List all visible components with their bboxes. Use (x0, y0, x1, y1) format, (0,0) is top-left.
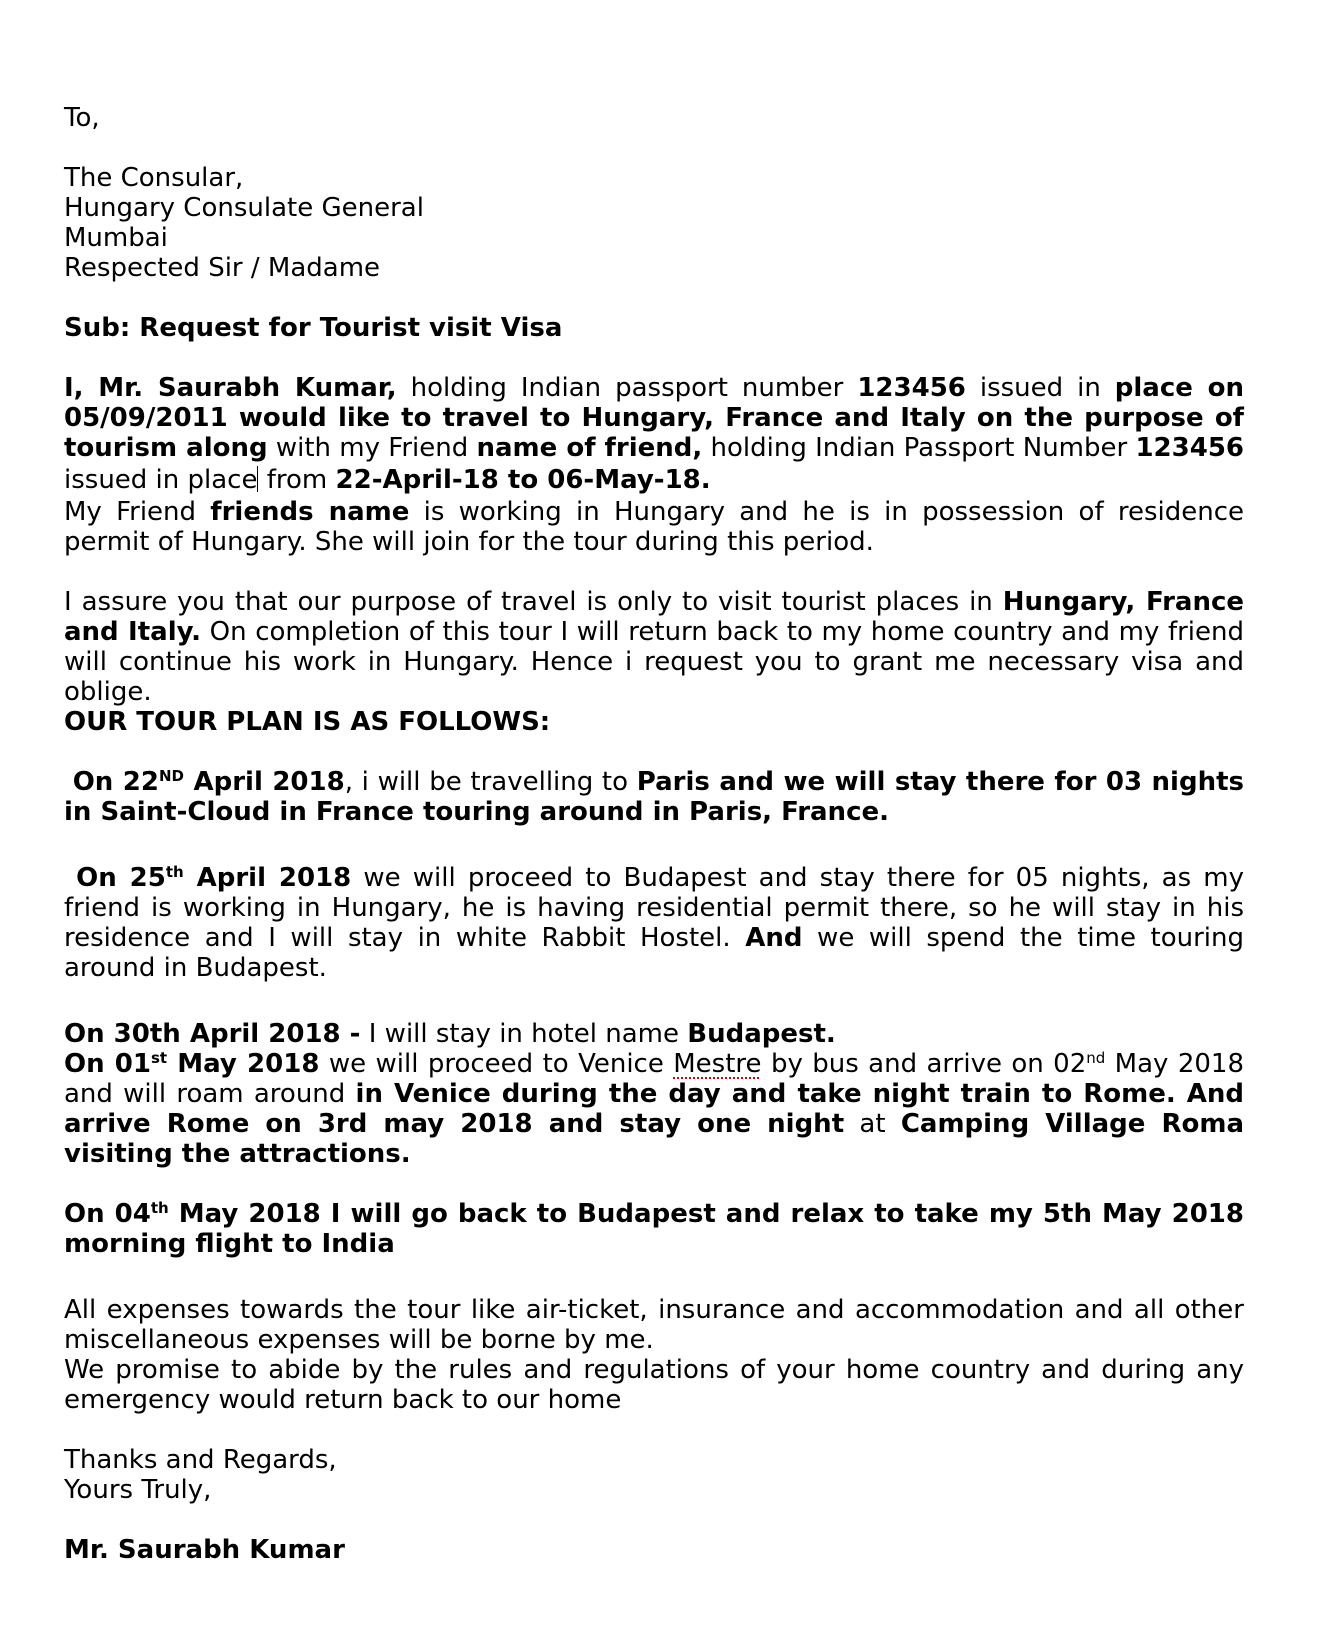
ordinal-suffix: th (165, 863, 184, 881)
text-run: with my Friend (267, 433, 477, 463)
plan-detail (64, 1199, 1244, 1259)
plan-date-month: April 2018 (184, 767, 345, 797)
text-run: , i will be travelling to (344, 767, 637, 797)
plan-detail: Camping Village Roma visiting the attractions. (64, 1109, 1245, 1169)
plan-date (73, 767, 345, 797)
expenses-paragraph: All expenses towards the tour like air-ticket, insurance and accommodation and all other miscellaneous expenses will be borne by me. (64, 1295, 1244, 1355)
friend-paragraph (64, 497, 1244, 557)
countries: Hungary, France and Italy. (64, 587, 1244, 647)
friend-passport-number: 123456 (1135, 433, 1244, 463)
text-run: I assure you that our purpose of travel is only to visit tourist places in (64, 587, 1003, 617)
signature-name: Mr. Saurabh Kumar (64, 1535, 345, 1565)
plan-date-day: On 04 (64, 1199, 151, 1229)
friends-name: friends name (210, 497, 410, 527)
text-run: we will proceed to Budapest and stay there for 05 nights, as my friend is working in Hungary, he is having residential permit there, so he will stay in his residence and I will stay in white Rabbit Hostel. (64, 863, 1244, 953)
plan-detail: in Venice during the day and take night train to Rome. And arrive Rome on 3rd may 2018 and stay one night (64, 1079, 1244, 1139)
ordinal-suffix: th (150, 1199, 169, 1217)
closing-line: Yours Truly, (64, 1475, 212, 1505)
closing-line: Thanks and Regards, (64, 1445, 337, 1475)
subject-text: Sub: Request for Tourist visit Visa (64, 313, 563, 343)
hotel-name: Budapest. (687, 1019, 836, 1049)
text-run: by bus and arrive on 02 (761, 1049, 1087, 1079)
text-run-bold: And (745, 923, 803, 953)
letter-page (64, 103, 1244, 1565)
plan-date-day: On 01 (64, 1049, 151, 1079)
text-run: we will spend the time touring around in Budapest. (64, 923, 1244, 983)
text-run: issued in place (64, 465, 258, 495)
plan-date (64, 1049, 319, 1079)
address-line: The Consular, (64, 163, 244, 193)
tour-plan-heading-text: OUR TOUR PLAN IS AS FOLLOWS: (64, 707, 551, 737)
plan-item-budapest (64, 863, 1244, 983)
applicant-name: I, Mr. Saurabh Kumar, (64, 373, 397, 403)
salutation: To, (64, 103, 100, 133)
travel-dates: 22-April-18 to 06-May-18. (335, 465, 711, 495)
text-run: May 2018 and will roam around (64, 1049, 1245, 1109)
text-run: On completion of this tour I will return back to my home country and my friend will continue his work in Hungary. Hence i request you to grant me necessary visa and oblige. (64, 617, 1244, 707)
plan-date-day: On 25 (76, 863, 166, 893)
subject-line (64, 313, 1244, 343)
plan-item-return (64, 1199, 1244, 1259)
text-run: we will proceed to Venice (319, 1049, 674, 1079)
plan-date: On 30th April 2018 - (64, 1019, 361, 1049)
text-run: I will stay in hotel name (360, 1019, 688, 1049)
address-line: Mumbai (64, 223, 168, 253)
text-run: from (258, 465, 336, 495)
signature (64, 1535, 1244, 1565)
text-run: issued in (965, 373, 1115, 403)
plan-date-month: May 2018 (167, 1049, 320, 1079)
text-run: is working in Hungary and he is in possession of residence permit of Hungary. She will join for the tour during this period. (64, 497, 1244, 557)
ordinal-suffix: nd (1086, 1049, 1106, 1067)
address-line: Hungary Consulate General (64, 193, 424, 223)
tour-plan-heading (64, 707, 1244, 737)
plan-detail: Paris and we will stay there for 03 nights in Saint-Cloud in France touring around in Paris, France. (64, 767, 1244, 827)
passport-number: 123456 (857, 373, 966, 403)
text-run: holding Indian Passport Number (702, 433, 1136, 463)
friend-name: name of friend, (476, 433, 703, 463)
greeting: Respected Sir / Madame (64, 253, 381, 283)
issue-place-date: place on 05/09/2011 would like to travel to Hungary, France and Italy on the purpose of tourism along (64, 373, 1244, 463)
ordinal-suffix: st (151, 1049, 168, 1067)
text-run: at (844, 1109, 901, 1139)
assurance-paragraph (64, 587, 1244, 707)
text-run: My Friend (64, 497, 211, 527)
plan-date-month: April 2018 (183, 863, 352, 893)
promise-paragraph: We promise to abide by the rules and regulations of your home country and during any emergency would return back to our home (64, 1355, 1244, 1415)
address-block (64, 163, 1244, 283)
plan-date-day: On 22 (72, 767, 159, 797)
plan-date (76, 863, 351, 893)
plan-item-paris (64, 767, 1244, 827)
misspelled-word[interactable]: Mestre (673, 1049, 762, 1079)
text-run: holding Indian passport number (396, 373, 858, 403)
ordinal-suffix: ND (158, 767, 184, 785)
plan-detail-text: May 2018 I will go back to Budapest and relax to take my 5th May 2018 morning flight to India (64, 1199, 1244, 1259)
plan-item-venice (64, 1049, 1244, 1169)
intro-paragraph (64, 373, 1244, 497)
plan-item-hotel (64, 1019, 1244, 1049)
